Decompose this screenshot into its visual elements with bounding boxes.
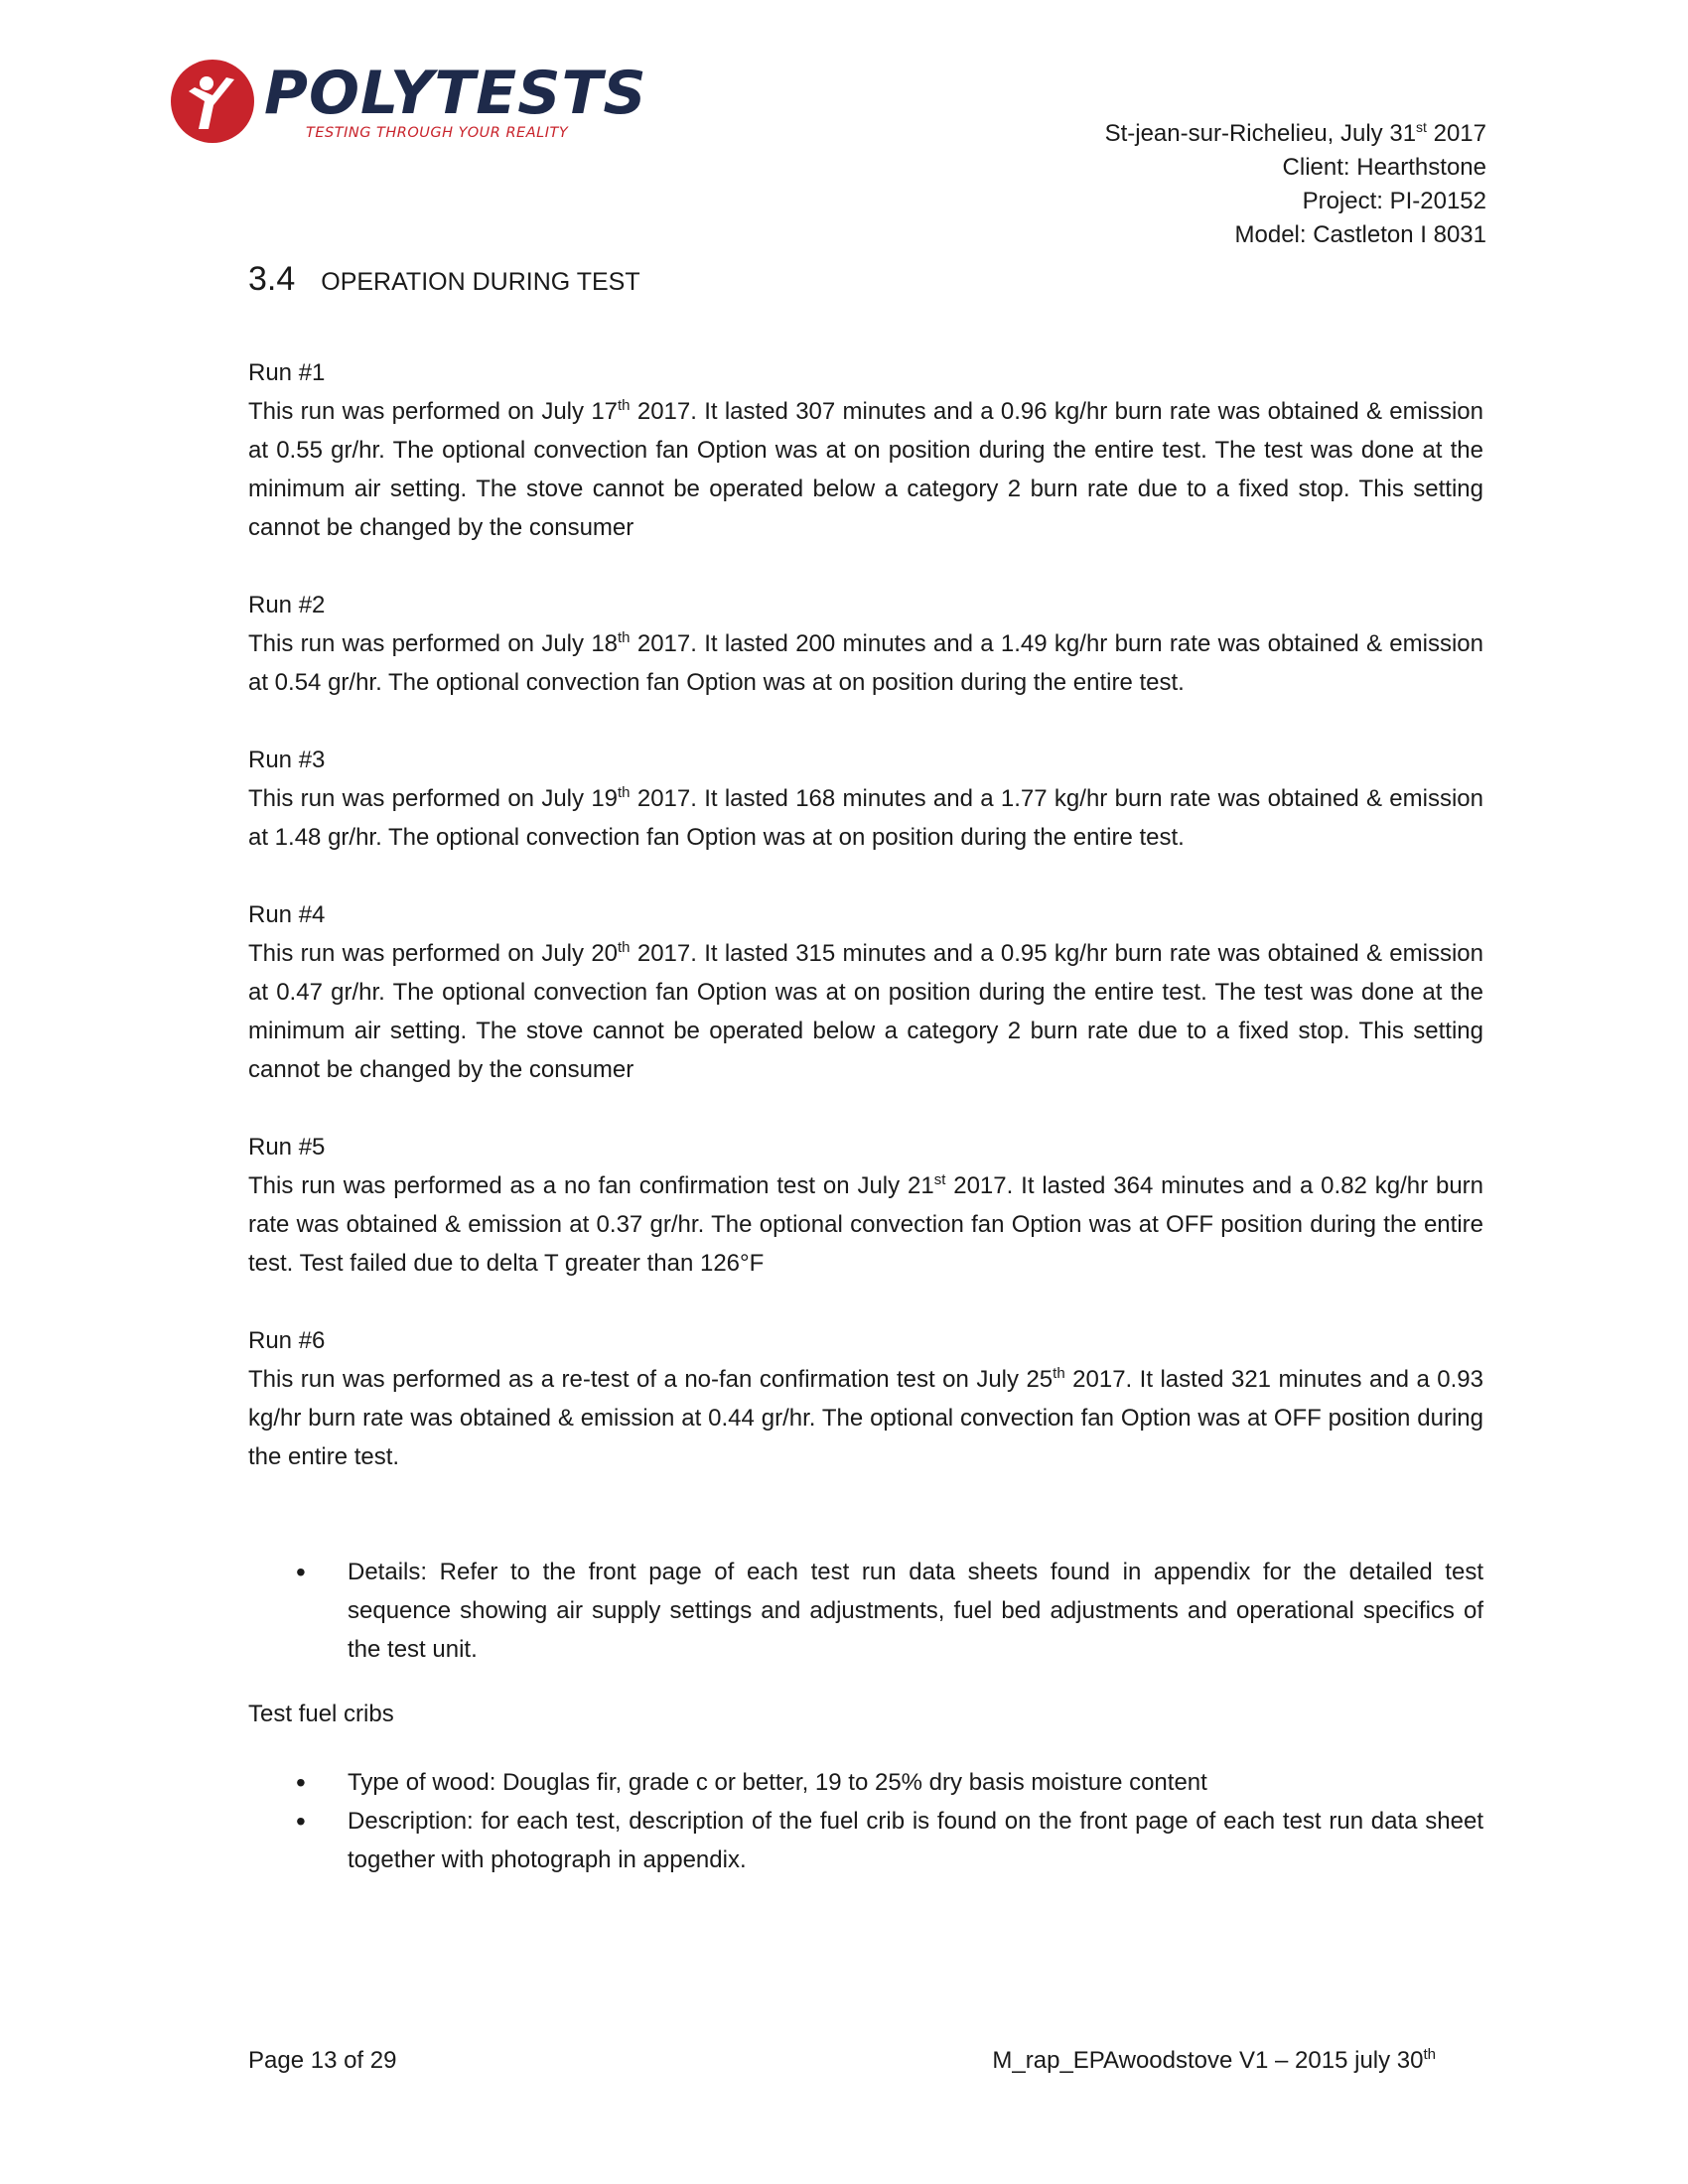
company-logo: [169, 58, 647, 147]
run-title: Run #5: [248, 1134, 326, 1160]
polytests-logo-icon: [169, 58, 256, 145]
run-block-1: [248, 353, 1483, 547]
list-item: • Description: for each test, description of the fuel crib is found on the front page of each test run data sheet together with photograph in appendix.: [248, 1802, 1483, 1879]
logo-tagline: TESTING THROUGH YOUR REALITY: [306, 125, 569, 141]
run-title: Run #4: [248, 901, 326, 928]
fuel-cribs-list: [248, 1763, 1483, 1879]
details-list: [248, 1553, 1483, 1669]
project-line: Project: PI-20152: [1302, 188, 1486, 214]
run-title: Run #3: [248, 747, 326, 773]
run-description: This run was performed on July 17th 2017. It lasted 307 minutes and a 0.96 kg/hr burn rate was obtained & emission at 0.55 gr/hr. The optional convection fan Option was at on position during the entire test. The test was done at the minimum air setting. The stove cannot be operated below a category 2 burn rate due to a fixed stop. This setting cannot be changed by the consumer: [248, 397, 1483, 541]
fuel-cribs-heading: Test fuel cribs: [248, 1701, 394, 1727]
run-block-5: [248, 1128, 1483, 1283]
run-block-4: [248, 895, 1483, 1089]
model-line: Model: Castleton I 8031: [1234, 221, 1486, 248]
run-block-2: [248, 586, 1483, 702]
document-reference: M_rap_EPAwoodstove V1 – 2015 july 30th: [992, 2046, 1436, 2074]
run-title: Run #6: [248, 1327, 326, 1354]
section-title: OPERATION DURING TEST: [321, 268, 640, 296]
details-item: • Details: Refer to the front page of each test run data sheets found in appendix for the detailed test sequence showing air supply settings and adjustments, fuel bed adjustments and operational specifics of the test unit.: [248, 1553, 1483, 1669]
location-date: St-jean-sur-Richelieu, July 31st 2017: [1104, 119, 1486, 147]
run-title: Run #1: [248, 359, 326, 386]
run-title: Run #2: [248, 592, 326, 618]
run-description: This run was performed on July 18th 2017. It lasted 200 minutes and a 1.49 kg/hr burn rate was obtained & emission at 0.54 gr/hr. The optional convection fan Option was at on position during the entire test.: [248, 629, 1483, 696]
list-item: • Type of wood: Douglas fir, grade c or better, 19 to 25% dry basis moisture content: [248, 1763, 1483, 1802]
document-body: [248, 353, 1483, 1879]
document-header-info: [1105, 117, 1486, 252]
section-heading: [248, 260, 640, 299]
page-footer: [248, 2047, 1436, 2075]
run-block-6: [248, 1321, 1483, 1476]
run-description: This run was performed on July 19th 2017. It lasted 168 minutes and a 1.77 kg/hr burn rate was obtained & emission at 1.48 gr/hr. The optional convection fan Option was at on position during the entire test.: [248, 784, 1483, 851]
run-description: This run was performed as a no fan confirmation test on July 21st 2017. It lasted 364 minutes and a 0.82 kg/hr burn rate was obtained & emission at 0.37 gr/hr. The optional convection fan Option was at OFF position during the entire test. Test failed due to delta T greater than 126°F: [248, 1171, 1483, 1277]
run-description: This run was performed as a re-test of a no-fan confirmation test on July 25th 2017. It lasted 321 minutes and a 0.93 kg/hr burn rate was obtained & emission at 0.44 gr/hr. The optional convection fan Option was at OFF position during the entire test.: [248, 1365, 1484, 1470]
section-number: 3.4: [248, 260, 296, 298]
client-line: Client: Hearthstone: [1282, 154, 1486, 181]
page-number: Page 13 of 29: [248, 2047, 397, 2074]
run-description: This run was performed on July 20th 2017. It lasted 315 minutes and a 0.95 kg/hr burn rate was obtained & emission at 0.47 gr/hr. The optional convection fan Option was at on position during the entire test. The test was done at the minimum air setting. The stove cannot be operated below a category 2 burn rate due to a fixed stop. This setting cannot be changed by the consumer: [248, 939, 1483, 1083]
logo-wordmark: POLYTESTS: [264, 59, 647, 128]
run-block-3: [248, 741, 1483, 857]
